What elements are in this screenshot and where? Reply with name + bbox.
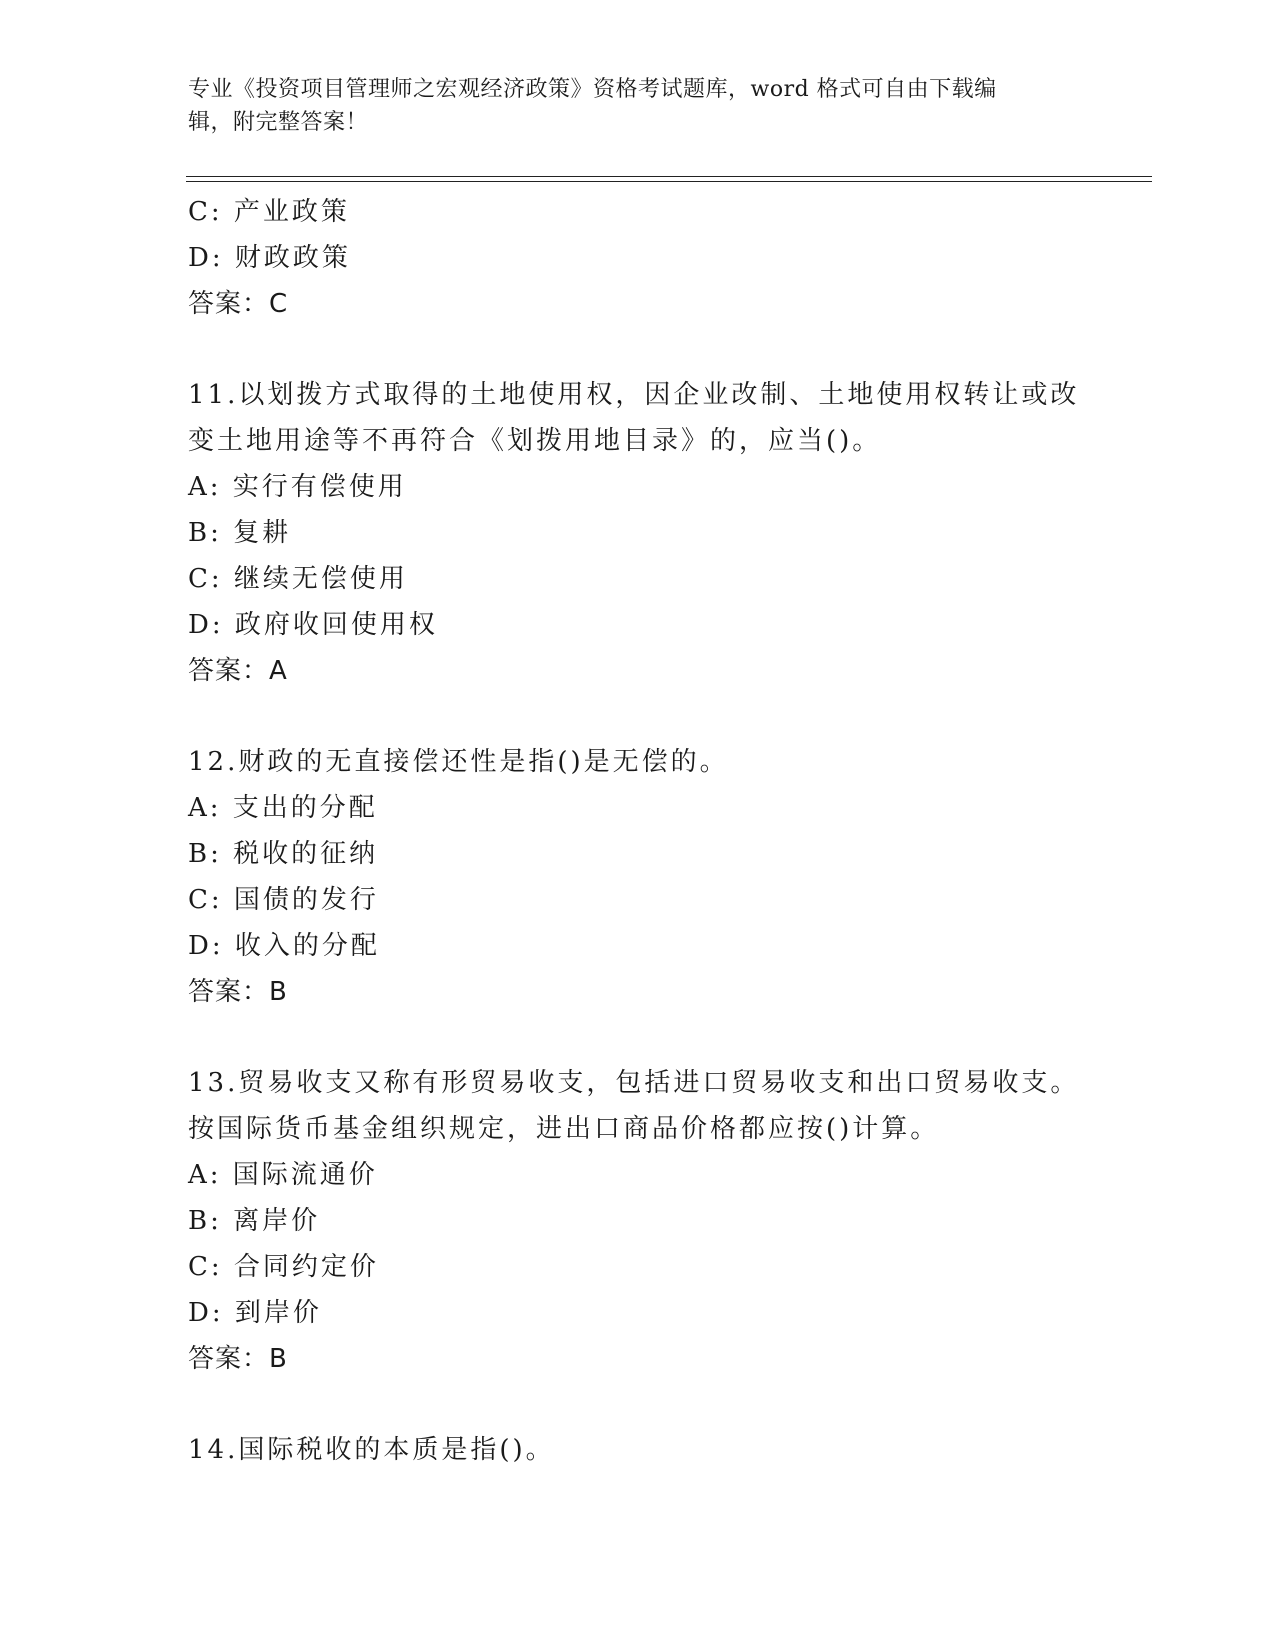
- question-list: [188, 189, 1088, 1473]
- question-stem-line: 变土地用途等不再符合《划拨用地目录》的，应当()。: [188, 426, 882, 456]
- option-d: D: 政府收回使用权: [188, 610, 438, 640]
- question-block-10: [188, 189, 1088, 327]
- option-c: C: 产业政策: [188, 197, 350, 227]
- question-block-13: [188, 1060, 1088, 1382]
- question-block-14: [188, 1427, 1088, 1473]
- option-a: A: 国际流通价: [188, 1160, 378, 1190]
- option-c: C: 继续无偿使用: [188, 564, 408, 594]
- header-divider-top: [186, 176, 1152, 177]
- question-stem-line: 12.财政的无直接偿还性是指()是无偿的。: [188, 747, 729, 777]
- option-b: B: 税收的征纳: [188, 839, 379, 869]
- option-d: D: 财政政策: [188, 243, 351, 273]
- option-d: D: 收入的分配: [188, 931, 380, 961]
- answer-line: 答案：B: [188, 977, 288, 1007]
- question-block-12: [188, 739, 1088, 1015]
- question-stem-line: 11.以划拨方式取得的土地使用权，因企业改制、土地使用权转让或改: [188, 380, 1080, 410]
- header-divider-bottom: [186, 181, 1152, 182]
- option-b: B: 复耕: [188, 518, 292, 548]
- option-a: A: 支出的分配: [188, 793, 378, 823]
- answer-line: 答案：B: [188, 1344, 288, 1374]
- option-a: A: 实行有偿使用: [188, 472, 407, 502]
- question-stem-line: 14.国际税收的本质是指()。: [188, 1435, 555, 1465]
- header-line-2: 辑，附完整答案！: [188, 110, 369, 135]
- document-header: [188, 73, 1088, 139]
- answer-line: 答案：C: [188, 289, 289, 319]
- option-c: C: 国债的发行: [188, 885, 379, 915]
- question-stem-line: 13.贸易收支又称有形贸易收支，包括进口贸易收支和出口贸易收支。: [188, 1068, 1080, 1098]
- option-d: D: 到岸价: [188, 1298, 322, 1328]
- question-stem-line: 按国际货币基金组织规定，进出口商品价格都应按()计算。: [188, 1114, 940, 1144]
- question-block-11: [188, 372, 1088, 694]
- option-b: B: 离岸价: [188, 1206, 321, 1236]
- header-line-1: 专业《投资项目管理师之宏观经济政策》资格考试题库，word 格式可自由下载编: [188, 77, 997, 102]
- option-c: C: 合同约定价: [188, 1252, 379, 1282]
- answer-line: 答案：A: [188, 656, 288, 686]
